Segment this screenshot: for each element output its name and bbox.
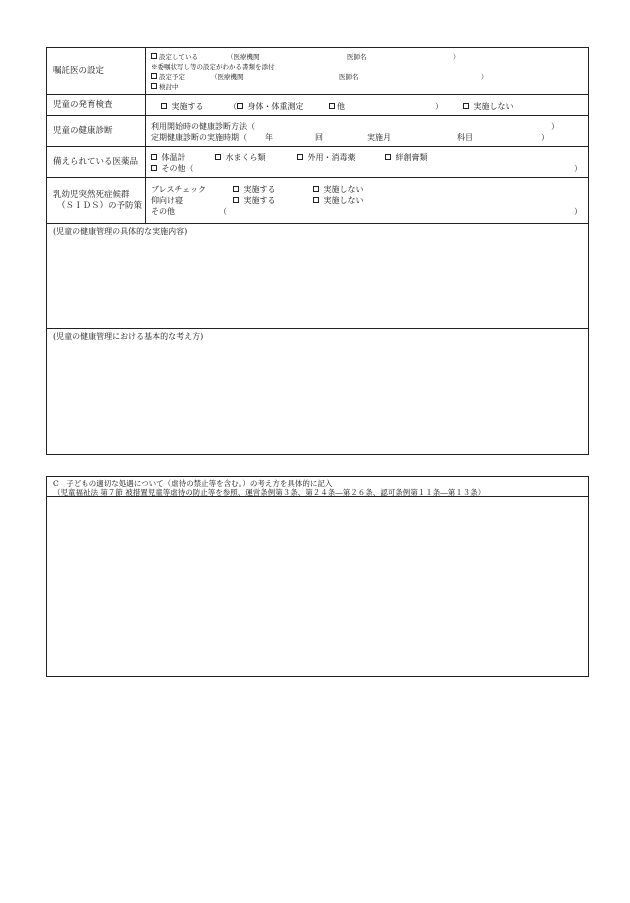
development-body-checkbox[interactable]: [237, 103, 243, 109]
ice-pillow-checkbox[interactable]: [215, 154, 221, 160]
disinfectant-checkbox[interactable]: [297, 154, 303, 160]
doctor-set-physician: 医師名: [347, 53, 367, 61]
doctor-set-checkbox[interactable]: [151, 53, 157, 59]
sids-label-1: 乳幼児突然死症候群: [53, 189, 130, 200]
doctor-planned-checkbox[interactable]: [151, 73, 157, 79]
supply-item: 外用・消毒薬: [307, 153, 356, 162]
health-check-subject: 科目: [457, 133, 473, 142]
sids-label-2: （ＳＩＤＳ）の予防策: [57, 200, 143, 211]
health-check-year: 年: [265, 133, 273, 142]
section-c-title: C 子どもの適切な処遇について（虐待の禁止等を含む。）の考え方を具体的に記入: [53, 479, 333, 488]
doctor-planned-close: ）: [481, 73, 488, 81]
health-check-times: 回: [315, 133, 323, 142]
section-c-text-area[interactable]: [47, 497, 588, 678]
doctor-considering-text: 検討中: [159, 83, 179, 91]
health-check-month: 実施月: [367, 133, 391, 142]
sids-breath-check: ブレスチェック: [151, 185, 207, 194]
development-none-checkbox[interactable]: [463, 103, 469, 109]
thermometer-checkbox[interactable]: [151, 154, 157, 160]
health-concrete-caption: (児童の健康管理の具体的な実施内容): [53, 227, 188, 236]
doctor-set-text: 設定している: [159, 53, 198, 61]
medical-supplies-row: [47, 147, 588, 178]
health-check-row: [47, 116, 588, 147]
development-body-text: 身体・体重測定: [247, 102, 304, 111]
doctor-planned-institution: （医療機関: [211, 73, 244, 81]
doctor-planned-text: 設定予定: [159, 73, 185, 81]
doctor-attachment-note: ※委嘱状写し等の設定がわかる書類を添付: [151, 63, 275, 71]
bandage-checkbox[interactable]: [385, 154, 391, 160]
development-none-text: 実施しない: [473, 102, 514, 111]
health-basic-box[interactable]: [47, 329, 588, 456]
sids-other: その他: [151, 207, 175, 216]
health-check-label: 児童の健康診断: [47, 116, 146, 146]
sids-other-open: （: [219, 207, 227, 216]
sids-other-close: ）: [574, 207, 582, 216]
health-basic-caption: (児童の健康管理における基本的な考え方): [53, 332, 204, 341]
medical-supplies-label: 備えられている医薬品: [47, 147, 146, 177]
doctor-set-institution: （医療機関: [227, 53, 260, 61]
development-other-text: 他: [337, 102, 345, 111]
health-management-table: [46, 47, 589, 455]
sids-supine-yes-checkbox[interactable]: [233, 197, 239, 203]
development-check-row: 児童の発育検査 実施する （ 身体・体重測定 他 ） 実施しない: [47, 95, 588, 116]
development-do-checkbox[interactable]: [161, 103, 167, 109]
sids-no-text: 実施しない: [323, 196, 364, 205]
health-check-initial: 利用開始時の健康診断方法（: [151, 122, 255, 131]
sids-breath-yes-checkbox[interactable]: [233, 186, 239, 192]
development-other-checkbox[interactable]: [329, 103, 335, 109]
development-close: ）: [435, 102, 443, 111]
supply-other-checkbox[interactable]: [151, 165, 157, 171]
health-check-initial-close: ）: [551, 122, 559, 131]
doctor-set-close: ）: [453, 53, 460, 61]
sids-supine-no-checkbox[interactable]: [313, 197, 319, 203]
doctor-planned-physician: 医師名: [339, 73, 359, 81]
development-check-label: 児童の発育検査: [47, 95, 146, 115]
health-check-periodic-close: ）: [541, 133, 549, 142]
section-c-header: [47, 477, 588, 497]
supply-item: 水まくら類: [225, 153, 266, 162]
child-treatment-table: [46, 476, 589, 677]
supply-other-close: ）: [574, 164, 582, 173]
doctor-row: [47, 48, 588, 95]
section-c-subtitle: （児童福祉法 第７節 被措置児童等虐待の防止等を参照、運営条例第３条、第２４条―第２６条、認可条例第１１条―第１３条）: [53, 488, 486, 497]
doctor-considering-checkbox[interactable]: [151, 83, 157, 89]
supply-other-text: その他（: [161, 164, 194, 173]
sids-yes-text: 実施する: [243, 185, 276, 194]
sids-supine: 仰向け寝: [151, 196, 183, 205]
supply-item: 体温計: [161, 153, 186, 162]
sids-yes-text: 実施する: [243, 196, 276, 205]
doctor-label: 嘱託医の設定: [47, 48, 146, 94]
development-do-text: 実施する: [171, 102, 204, 111]
supply-item: 絆創膏類: [395, 153, 428, 162]
sids-breath-no-checkbox[interactable]: [313, 186, 319, 192]
sids-row: [47, 178, 588, 224]
health-check-periodic: 定期健康診断の実施時期（: [151, 133, 247, 142]
health-concrete-box[interactable]: [47, 224, 588, 329]
sids-no-text: 実施しない: [323, 185, 364, 194]
